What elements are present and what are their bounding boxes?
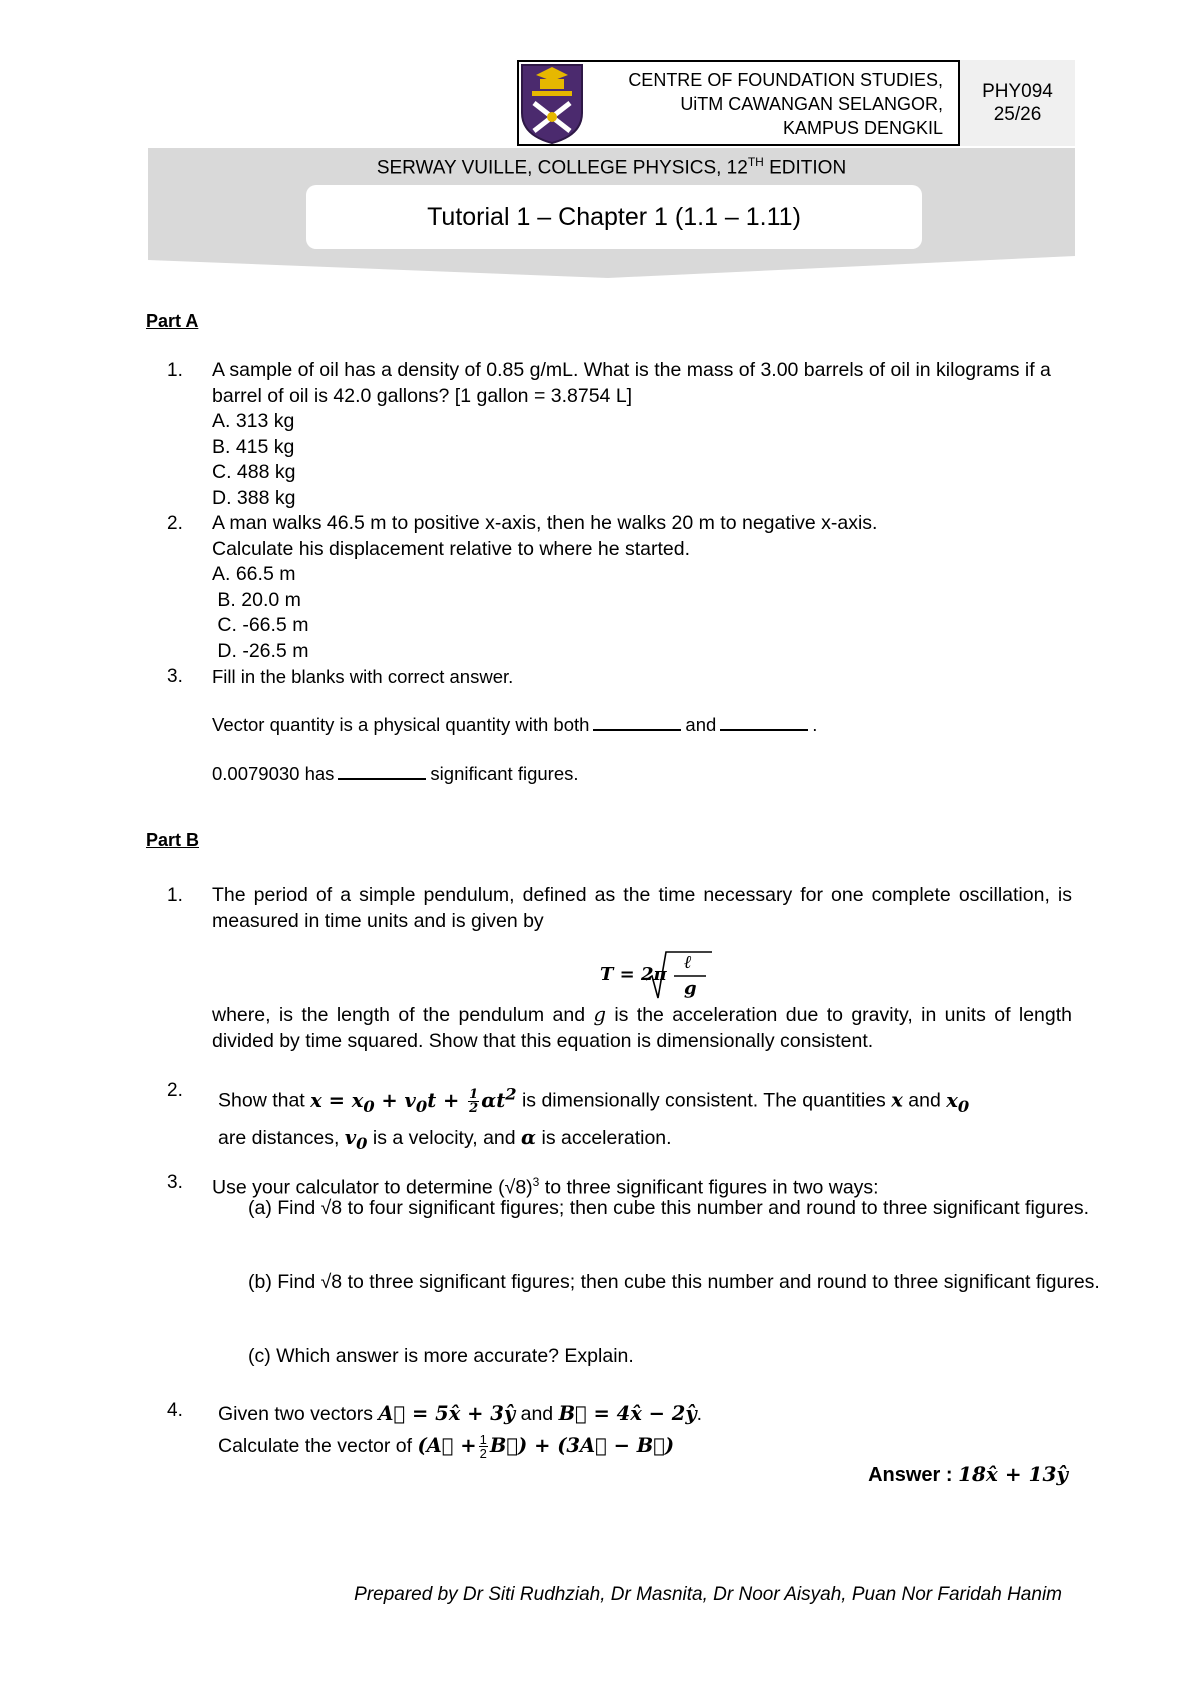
institution-name — [588, 68, 943, 140]
option: A. 313 kg — [212, 410, 295, 432]
part-b-question-4 — [218, 1398, 1078, 1462]
vector-expression: Calculate the vector of (A⃗ + $\frac{1}{2}$ B⃗) + (3A⃗ − B⃗) — [218, 1432, 675, 1462]
part-b-question-3b: (b) Find √8 to three significant figures; then cube this number and round to three significant figures. — [248, 1271, 1100, 1293]
prepared-by-footer: Prepared by Dr Siti Rudhziah, Dr Masnita, Dr Noor Aisyah, Puan Nor Faridah Hanim — [354, 1584, 1062, 1605]
question-instruction: Fill in the blanks with correct answer. — [212, 666, 514, 687]
fraction: $\frac{1}{2}$ — [469, 1086, 479, 1116]
question-number: 3. — [167, 1172, 183, 1193]
part-a-question-2 — [212, 511, 1072, 664]
fill-blank-sentence-1: Vector quantity is a physical quantity with both and . — [212, 713, 818, 735]
part-b-question-3: Use your calculator to determine $(√8)^3$ to three significant figures in two ways: — [212, 1175, 879, 1199]
uitm-logo — [518, 61, 586, 145]
part-a-question-1 — [212, 358, 1072, 511]
answer-blank[interactable] — [338, 762, 426, 780]
course-code: PHY094 — [982, 81, 1053, 102]
question-number: 2. — [167, 1080, 183, 1101]
institution-line-2: UiTM CAWANGAN SELANGOR, — [680, 94, 943, 114]
pendulum-formula — [600, 946, 720, 1006]
vectors-given: Given two vectors A⃗ = 5x̂ + 3ŷ and B⃗ = 4x̂ − 2ŷ. — [218, 1402, 703, 1425]
part-b-question-3c: (c) Which answer is more accurate? Explain. — [248, 1345, 634, 1367]
question-text: Calculate his displacement relative to where he started. — [212, 537, 690, 560]
formula-denominator: g — [684, 978, 697, 999]
question-number: 1. — [167, 360, 183, 381]
part-a-heading: Part A — [146, 311, 199, 331]
question-number: 4. — [167, 1400, 183, 1421]
option: D. 388 kg — [212, 486, 296, 509]
option: C. 488 kg — [212, 461, 296, 483]
course-code-box — [958, 60, 1075, 146]
answer-line: Answer : 18x̂ + 13ŷ — [868, 1462, 1068, 1486]
question-number: 3. — [167, 666, 183, 687]
kinematics-equation: $x = x_0 + v_0t$ + $\frac{1}{2}$ $\alpha t^2$ — [310, 1084, 517, 1116]
institution-line-1: CENTRE OF FOUNDATION STUDIES, — [628, 70, 943, 90]
part-b-question-1-text: The period of a simple pendulum, defined as the time necessary for one complete oscillation, is measured in time units and is given by — [212, 884, 1072, 932]
part-b-heading: Part B — [146, 830, 200, 850]
option: B. 20.0 m — [212, 588, 301, 611]
fill-blank-sentence-2: 0.0079030 has significant figures. — [212, 763, 579, 784]
fraction: $\frac{1}{2}$ — [479, 1432, 487, 1462]
option: C. -66.5 m — [212, 614, 309, 636]
tutorial-title: Tutorial 1 – Chapter 1 (1.1 – 1.11) — [306, 185, 922, 249]
textbook-reference: SERWAY VUILLE, COLLEGE PHYSICS, 12TH EDITION — [376, 155, 847, 179]
formula-numerator: ℓ — [684, 952, 692, 973]
option: D. -26.5 m — [212, 639, 309, 662]
answer-blank[interactable] — [593, 713, 681, 731]
part-b-question-3a: (a) Find √8 to four significant figures; then cube this number and round to three significant figures. — [248, 1197, 1089, 1219]
question-number: 1. — [167, 885, 183, 906]
question-text: A man walks 46.5 m to positive x-axis, then he walks 20 m to negative x-axis. — [212, 512, 878, 534]
answer-blank[interactable] — [720, 713, 808, 731]
option: B. 415 kg — [212, 435, 295, 458]
formula-lhs: T = 2π — [600, 964, 667, 985]
question-number: 2. — [167, 513, 183, 534]
institution-line-3: KAMPUS DENGKIL — [782, 118, 943, 138]
part-b-question-1-explanation: where, is the length of the pendulum and g is the acceleration due to gravity, in units of length divided by time squared. Show that this equation is dimensionally consistent. — [212, 1003, 1073, 1052]
part-a-question-3 — [212, 664, 1072, 787]
option: A. 66.5 m — [212, 563, 296, 585]
session: 25/26 — [993, 104, 1042, 125]
part-b-question-2: Show that $x = x_0 + v_0t$ + $\frac{1}{2}$ $\alpha t^2$ is dimensionally consistent. The quantities x and $x_0$ are distances, $v_0$ is a velocity, and α is acceleration. — [218, 1084, 970, 1154]
question-text: A sample of oil has a density of 0.85 g/mL. What is the mass of 3.00 barrels of oil in kilograms if a barrel of oil is 42.0 gallons? [1 gallon = 3.8754 L] — [212, 359, 1051, 407]
